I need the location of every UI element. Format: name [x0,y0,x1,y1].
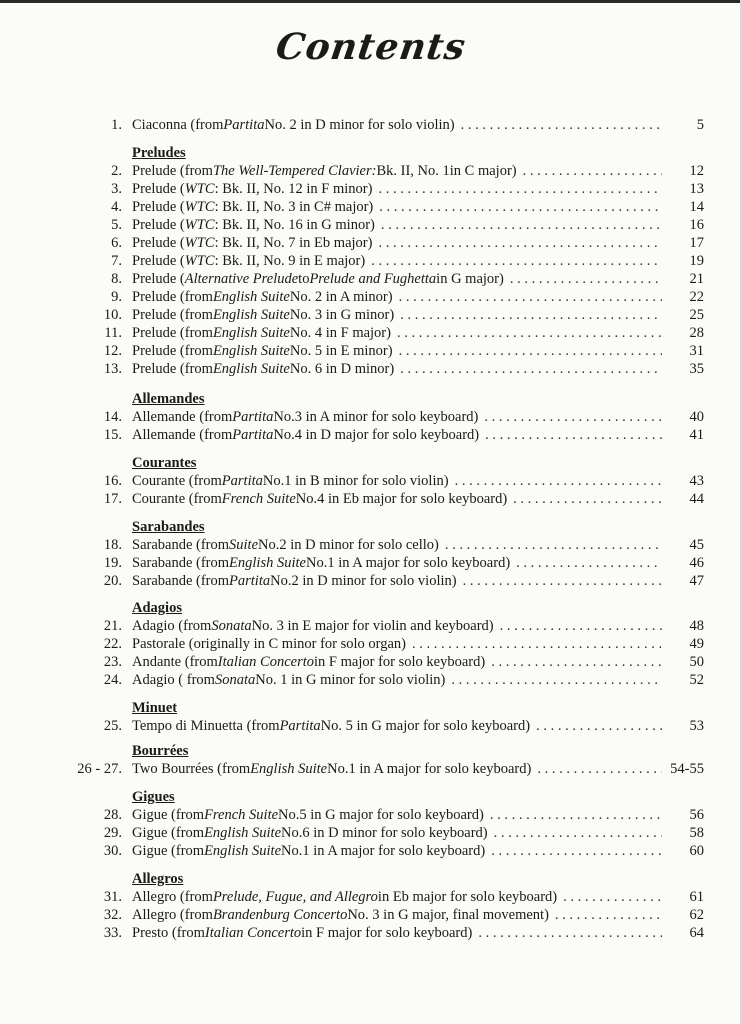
entry-title-text: Ciaconna (from [132,117,224,133]
entry-title-text: Gigue (from [132,825,205,841]
entry-title-italic: English Suite [212,325,290,341]
entry-title-text: No. 5 in G major for solo keyboard) [320,718,531,734]
entry-title-text: in F major for solo keyboard) [314,654,486,670]
entry-title-italic: Sonata [211,618,252,634]
entry-number: 1. [111,117,122,133]
entry-title-text: Prelude (from [132,163,213,179]
entry-title-text: No.1 in A major for solo keyboard) [305,555,511,571]
entry-title-text: Courante (from [132,491,222,507]
toc-entry[interactable] [0,672,742,690]
entry-title-text: No. 3 in E major for violin and keyboard) [251,618,494,634]
section-heading: Adagios [132,600,182,616]
entry-title [132,618,662,635]
entry-title [132,217,662,234]
leader-dots [500,618,662,635]
toc-entry[interactable] [0,181,742,199]
leader-dots [510,271,662,288]
leader-dots [478,925,662,942]
entry-title-italic: English Suite [250,761,328,777]
entry-title-text: Allegro (from [132,907,213,923]
leader-dots [399,343,662,360]
entry-number: 15. [103,427,122,443]
entry-title-text: No.6 in D minor for solo keyboard) [281,825,488,841]
entry-title-text: in F major for solo keyboard) [301,925,473,941]
page-number: 64 [689,925,704,941]
entry-title-italic: Italian Concerto [204,925,302,941]
entry-title [132,117,662,134]
leader-dots [397,325,662,342]
entry-title-italic: Partita [279,718,321,734]
page-number: 13 [689,181,704,197]
entry-title-italic: Brandenburg Concerto [212,907,348,923]
entry-number: 32. [103,907,122,923]
entry-title-text: Prelude ( [132,199,185,215]
toc-entry[interactable] [0,573,742,591]
entry-title-italic: WTC [184,181,215,197]
entry-title-text: Gigue (from [132,807,205,823]
page-number: 5 [696,117,704,133]
entry-number: 12. [103,343,122,359]
entry-title [132,843,662,860]
toc-entry[interactable] [0,253,742,271]
leader-dots [513,491,662,508]
entry-title-italic: Partita [232,409,274,425]
entry-title [132,889,662,906]
section-heading: Bourrées [132,743,189,759]
toc-entry[interactable] [0,907,742,925]
entry-title-text: Adagio (from [132,618,212,634]
entry-number: 18. [103,537,122,553]
page-title: Contents [273,26,469,68]
entry-title-text: No.1 in B minor for solo violin) [262,473,449,489]
entry-title-text: No. 5 in E minor) [289,343,393,359]
entry-title-text: No. 1 in G minor for solo violin) [255,672,446,688]
entry-number: 11. [104,325,122,341]
entry-title [132,289,662,306]
entry-title-text: No. 2 in A minor) [289,289,393,305]
section-heading: Allemandes [132,391,205,407]
entry-title-italic: Prelude, Fugue, and Allegro [212,889,378,905]
toc-entry[interactable] [0,199,742,217]
entry-title [132,409,662,426]
entry-title [132,271,662,288]
page-number: 49 [689,636,704,652]
toc-entry[interactable] [0,555,742,573]
toc-entry[interactable] [0,217,742,235]
toc-entry[interactable] [0,343,742,361]
entry-title-italic: English Suite [212,343,290,359]
entry-number: 2. [111,163,122,179]
page-number: 61 [689,889,704,905]
page-number: 40 [689,409,704,425]
entry-title-text: Prelude ( [132,253,185,269]
page-number: 12 [689,163,704,179]
entry-title-italic: Suite [229,537,259,553]
entry-title [132,181,662,198]
entry-title-text: Prelude ( [132,235,185,251]
leader-dots [523,163,662,180]
entry-title-italic: Alternative Prelude [184,271,299,287]
page-number: 53 [689,718,704,734]
entry-title-text: No.5 in G major for solo keyboard) [278,807,484,823]
entry-title-italic: Prelude and Fughetta [309,271,437,287]
entry-title-text: Presto (from [132,925,205,941]
entry-title [132,925,662,942]
entry-title [132,718,662,735]
leader-dots [378,235,662,252]
entry-number: 3. [111,181,122,197]
section-heading: Sarabandes [132,519,205,535]
entry-title-text: No.1 in A major for solo keyboard) [327,761,532,777]
toc-entry[interactable] [0,654,742,672]
entry-title-text: No. 6 in D minor) [289,361,395,377]
page-number: 28 [689,325,704,341]
page-number: 46 [689,555,704,571]
entry-title-text: Prelude (from [132,361,213,377]
entry-title-text: : Bk. II, No. 9 in E major) [214,253,366,269]
page-number: 44 [689,491,704,507]
toc-entry[interactable] [0,491,742,509]
page-number: 16 [689,217,704,233]
entry-title-italic: Partita [229,573,271,589]
leader-dots [537,761,662,778]
leader-dots [399,289,662,306]
toc-entry[interactable] [0,307,742,325]
entry-title-text: Two Bourrées (from [132,761,251,777]
entry-number: 5. [111,217,122,233]
section-heading: Allegros [132,871,184,887]
entry-number: 16. [103,473,122,489]
entry-title-text: No.1 in A major for solo keyboard) [281,843,486,859]
leader-dots [485,427,662,444]
page-number: 50 [689,654,704,670]
entry-title-text: No. 2 in D minor for solo violin) [264,117,455,133]
entry-title [132,473,662,490]
entry-title-text: : Bk. II, No. 3 in C# major) [214,199,374,215]
leader-dots [371,253,662,270]
entry-title-text: Allemande (from [132,427,233,443]
entry-title-text: Sarabande (from [132,573,230,589]
entry-number: 10. [103,307,122,323]
entry-title [132,163,662,180]
entry-title-text: No.4 in Eb major for solo keyboard) [295,491,508,507]
entry-number: 28. [103,807,122,823]
toc-entry[interactable] [0,807,742,825]
entry-title [132,555,662,572]
leader-dots [490,807,662,824]
entry-number: 30. [103,843,122,859]
entry-number: 24. [103,672,122,688]
page-number: 31 [689,343,704,359]
entry-title [132,361,662,378]
leader-dots [516,555,662,572]
leader-dots [555,907,662,924]
entry-title-italic: English Suite [212,289,290,305]
toc-entry[interactable] [0,409,742,427]
entry-title-text: Pastorale (originally in C minor for solo organ) [132,636,406,652]
entry-number: 23. [103,654,122,670]
leader-dots [400,307,662,324]
entry-title-italic: English Suite [212,361,290,377]
page-number: 47 [689,573,704,589]
page-number: 14 [689,199,704,215]
entry-title-italic: Partita [223,117,265,133]
entry-title [132,654,662,671]
toc-entry[interactable] [0,117,742,135]
entry-title [132,807,662,824]
page-number: 25 [689,307,704,323]
entry-number: 14. [103,409,122,425]
entry-title-text: : Bk. II, No. 7 in Eb major) [214,235,373,251]
entry-title [132,672,662,689]
entry-title [132,907,662,924]
entry-title-text: No. 3 in G major, final movement) [347,907,549,923]
entry-title [132,761,662,778]
page-number: 17 [689,235,704,251]
entry-number: 26 - 27. [77,761,122,777]
entry-title-text: : Bk. II, No. 12 in F minor) [214,181,373,197]
entry-title-text: Gigue (from [132,843,205,859]
entry-title-text: to [298,271,310,287]
entry-title [132,537,662,554]
entry-title [132,307,662,324]
toc-entry[interactable] [0,271,742,289]
entry-title-text: Prelude (from [132,343,213,359]
toc-entry[interactable] [0,761,742,779]
entry-number: 7. [111,253,122,269]
entry-title [132,427,662,444]
leader-dots [461,117,662,134]
entry-number: 31. [103,889,122,905]
entry-title-italic: WTC [184,235,215,251]
page-number: 48 [689,618,704,634]
entry-title-text: in Eb major for solo keyboard) [377,889,558,905]
leader-dots [451,672,662,689]
entry-title-italic: Partita [221,473,263,489]
entry-title-italic: Sonata [214,672,256,688]
entry-number: 29. [103,825,122,841]
toc-entry[interactable] [0,289,742,307]
entry-title-italic: WTC [184,199,215,215]
toc-entry[interactable] [0,718,742,736]
leader-dots [491,654,662,671]
entry-title [132,343,662,360]
entry-title-text: Prelude (from [132,307,213,323]
entry-title-italic: English Suite [204,825,282,841]
leader-dots [412,636,662,653]
entry-title-text: : Bk. II, No. 16 in G minor) [214,217,375,233]
entry-number: 25. [103,718,122,734]
page-number: 58 [689,825,704,841]
leader-dots [378,181,662,198]
page-number: 35 [689,361,704,377]
leader-dots [463,573,662,590]
entry-title [132,235,662,252]
page-number: 43 [689,473,704,489]
entry-number: 13. [103,361,122,377]
entry-title [132,825,662,842]
section-heading: Gigues [132,789,175,805]
entry-title-italic: The Well-Tempered Clavier: [212,163,377,179]
toc-entry[interactable] [0,925,742,943]
entry-title-text: No.4 in D major for solo keyboard) [273,427,480,443]
entry-number: 8. [111,271,122,287]
entry-number: 4. [111,199,122,215]
entry-title-text: No.2 in D minor for solo violin) [270,573,457,589]
entry-number: 6. [111,235,122,251]
top-rule [0,0,742,3]
entry-title-text: Adagio ( from [132,672,215,688]
entry-number: 17. [103,491,122,507]
toc-entry[interactable] [0,636,742,654]
page-number: 21 [689,271,704,287]
entry-title-text: Sarabande (from [132,537,230,553]
entry-title-text: Allegro (from [132,889,213,905]
entry-title-italic: English Suite [229,555,306,571]
leader-dots [563,889,662,906]
entry-number: 9. [111,289,122,305]
leader-dots [491,843,662,860]
entry-title-text: No.2 in D minor for solo cello) [258,537,439,553]
toc-entry[interactable] [0,537,742,555]
page-number: 52 [689,672,704,688]
entry-title-italic: English Suite [212,307,290,323]
entry-title [132,573,662,590]
section-heading: Preludes [132,145,186,161]
leader-dots [494,825,662,842]
entry-number: 19. [103,555,122,571]
toc-entry[interactable] [0,235,742,253]
page-number: 62 [689,907,704,923]
entry-title-text: No. 3 in G minor) [289,307,395,323]
entry-title-text: Tempo di Minuetta (from [132,718,280,734]
leader-dots [455,473,662,490]
entry-number: 33. [103,925,122,941]
entry-title-italic: WTC [184,217,215,233]
entry-title-text: Prelude (from [132,325,213,341]
page-number: 19 [689,253,704,269]
leader-dots [445,537,662,554]
section-heading: Minuet [132,700,178,716]
entry-title-text: Sarabande (from [132,555,230,571]
entry-title [132,491,662,508]
entry-title [132,325,662,342]
entry-title-italic: French Suite [204,807,279,823]
entry-title-italic: English Suite [204,843,282,859]
toc-entry[interactable] [0,618,742,636]
page-number: 45 [689,537,704,553]
section-heading: Courantes [132,455,197,471]
leader-dots [536,718,662,735]
entry-title-text: Andante (from [132,654,218,670]
entry-title-italic: French Suite [221,491,296,507]
entry-title-text: Prelude (from [132,289,213,305]
page-number: 56 [689,807,704,823]
entry-title-text: Prelude ( [132,271,185,287]
entry-title [132,253,662,270]
page-number: 22 [689,289,704,305]
toc-entry[interactable] [0,361,742,379]
entry-title-text: No. 4 in F major) [289,325,391,341]
page-number: 41 [689,427,704,443]
entry-title-text: Allemande (from [132,409,233,425]
leader-dots [400,361,662,378]
entry-title-text: Courante (from [132,473,222,489]
leader-dots [379,199,662,216]
toc-entry[interactable] [0,825,742,843]
toc-entry[interactable] [0,843,742,861]
toc-entry[interactable] [0,889,742,907]
page-number: 54-55 [670,761,704,777]
entry-title-italic: WTC [184,253,215,269]
entry-number: 21. [103,618,122,634]
toc-entry[interactable] [0,325,742,343]
entry-title-text: No.3 in A minor for solo keyboard) [273,409,479,425]
toc-entry[interactable] [0,427,742,445]
leader-dots [484,409,662,426]
toc-entry[interactable] [0,163,742,181]
entry-number: 20. [103,573,122,589]
entry-number: 22. [103,636,122,652]
entry-title-text: Prelude ( [132,217,185,233]
entry-title-text: Prelude ( [132,181,185,197]
entry-title [132,636,662,653]
entry-title-text: Bk. II, No. 1in C major) [376,163,517,179]
leader-dots [381,217,662,234]
entry-title-text: in G major) [436,271,504,287]
page-number: 60 [689,843,704,859]
entry-title [132,199,662,216]
toc-entry[interactable] [0,473,742,491]
entry-title-italic: Italian Concerto [217,654,315,670]
entry-title-italic: Partita [232,427,274,443]
